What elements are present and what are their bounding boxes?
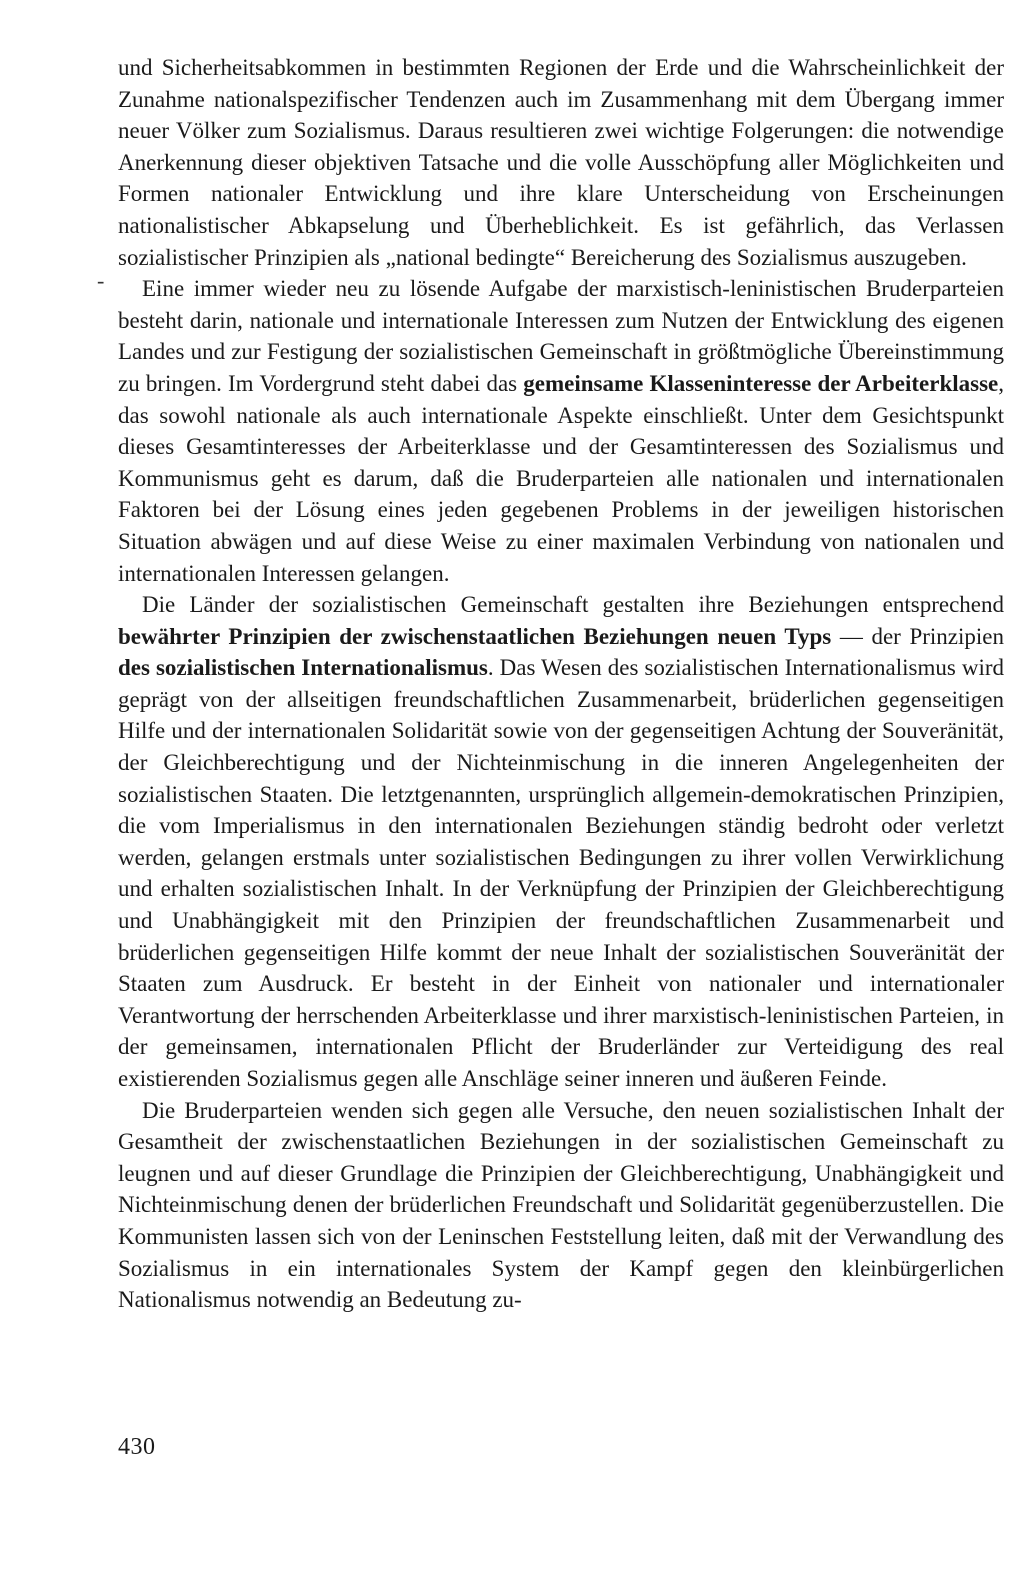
page-body [118,52,1004,1316]
paragraph-4-text: Die Bruderparteien wenden sich gegen alle Versuche, den neuen sozialistischen Inhalt der Gesamtheit der zwischenstaatlichen Beziehungen in der sozialistischen Gemeinschaft zu leugnen und auf dieser Grundlage die Prinzipien der Gleichberechtigung, Unabhängigkeit und Nichteinmischung denen der brüderlichen Freundschaft und Solidarität gegenüberzustellen. Die Kommunisten lassen sich von der Leninschen Feststellung leiten, daß mit der Verwandlung des Sozialismus in ein internationales System der Kampf gegen den kleinbürgerlichen Nationalismus notwendig an Bedeutung zu- [118,1097,1004,1313]
paragraph-1-text: und Sicherheitsabkommen in bestimmten Regionen der Erde und die Wahrscheinlichkeit der Zunahme nationalspezifischer Tendenzen auch im Zusammenhang mit dem Übergang immer neuer Völker zum Sozialismus. Daraus resultieren zwei wichtige Folgerungen: die notwendige Anerkennung dieser objektiven Tatsache und die volle Ausschöpfung aller Möglichkeiten und Formen nationaler Entwicklung und ihre klare Unterscheidung von Erscheinungen nationalistischer Abkapselung und Überheblichkeit. Es ist gefährlich, das Verlassen sozialistischer Prinzipien als „national bedingte“ Bereicherung des Sozialismus auszugeben. [118,55,1004,270]
page-number: 430 [118,1434,156,1460]
paragraph-3-text-b: — der Prinzipien [831,623,1004,649]
paragraph-2 [118,273,1004,589]
paragraph-3-bold-term-a: bewährter Prinzipien der zwischenstaatlichen Beziehungen neuen Typs [118,623,832,649]
paragraph-3 [118,589,1004,1095]
paragraph-2-text-b: , das sowohl nationale als auch internationale Aspekte einschließt. Unter dem Gesichtspunkt dieses Gesamtinteresses der Arbeiterklasse und der Gesamtinteressen des Sozialismus und Kommunismus geht es darum, daß die Bruderparteien alle nationalen und internationalen Faktoren bei der Lösung eines jeden gegebenen Problems in der jeweiligen historischen Situation abwägen und auf diese Weise zu einer maximalen Verbindung von nationalen und internationalen Interessen gelangen. [118,370,1004,586]
paragraph-3-text-c: . Das Wesen des sozialistischen Internationalismus wird geprägt von der allseitigen freundschaftlichen Zusammenarbeit, brüderlichen gegenseitigen Hilfe und der internationalen Solidarität sowie von der gegenseitigen Achtung der Souveränität, der Gleichberechtigung und der Nichteinmischung in die inneren Angelegenheiten der sozialistischen Staaten. Die letztgenannten, ursprünglich allgemein-demokratischen Prinzipien, die vom Imperialismus in den internationalen Beziehungen ständig bedroht oder verletzt werden, gelangen erstmals unter sozialistischen Bedingungen zu ihrer vollen Verwirklichung und erhalten sozialistischen Inhalt. In der Verknüpfung der Prinzipien der Gleichberechtigung und Unabhängigkeit mit den Prinzipien der freundschaftlichen Zusammenarbeit und brüderlichen gegenseitigen Hilfe kommt der neue Inhalt der sozialistischen Souveränität der Staaten zum Ausdruck. Er besteht in der Einheit von nationaler und internationaler Verantwortung der herrschenden Arbeiterklasse und ihrer marxistisch-leninistischen Parteien, in der gemeinsamen, internationalen Pflicht der Bruderländer zur Verteidigung des real existierenden Sozialismus gegen alle Anschläge seiner inneren und äußeren Feinde. [118,655,1004,1091]
paragraph-3-text-a: Die Länder der sozialistischen Gemeinschaft gestalten ihre Beziehungen entsprechend [142,592,1004,618]
paragraph-2-bold-term: gemeinsame Klasseninteresse der Arbeiterklasse [523,370,999,396]
paragraph-4 [118,1095,1004,1316]
paragraph-3-bold-term-b: des sozialistischen Internationalismus [118,655,488,681]
paragraph-2-text-a: Eine immer wieder neu zu lösende Aufgabe der marxistisch-leninistischen Bruderparteien besteht darin, nationale und internationale Interessen zum Nutzen der Entwicklung des eigenen Landes und zur Festigung der sozialistischen Gemeinschaft in größtmögliche Übereinstimmung zu bringen. Im Vordergrund steht dabei das [118,276,1004,396]
margin-tick-mark: - [97,268,105,293]
paragraph-1 [118,52,1004,273]
